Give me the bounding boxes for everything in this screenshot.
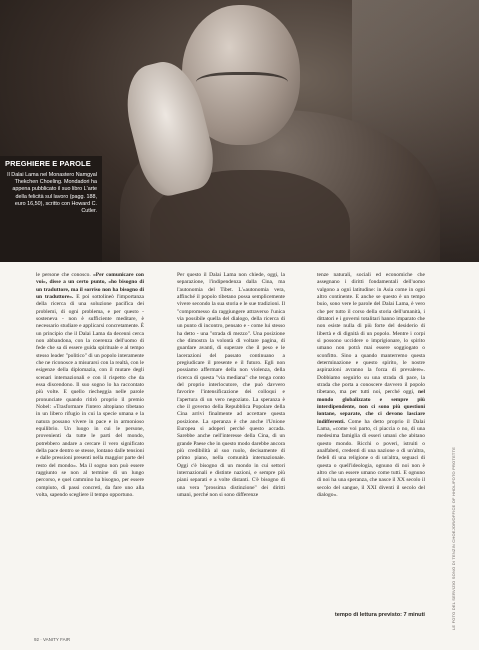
caption-title: PREGHIERE E PAROLE (5, 159, 91, 168)
caption-text: Il Dalai Lama nel Monastero Namgyal Thekchen Choeling. Mondadori ha appena pubblicato il suo libro L'arte della felicità sul lavoro (pagg. 188, euro 16,50), scritto con Howard C. Cutler. (7, 172, 97, 215)
column-1-body: E poi sottolineò l'importanza della ricerca di una soluzione pacifica dei problemi, di ogni problema, e per questo - sosteneva - non è sufficiente meditare, è necessario studiare e applicarsi concretamente. È un principio che il Dalai Lama da decenni cerca non abbandona, con la coerenza dell'uomo di fede che sa di essere guida spirituale e al tempo stesso leader "politico" di un popolo interamente che ne riconosce a misurarsi con la realtà, con le esigenze della diplomazia, con il mutare degli scenari internazionali e con il rispetto che da essa discendono. Il suo sogno lo ha raccontato più volte. E quello riecheggia nelle parole pronunciate quando ritirò proprio il premio Nobel: «Trasformare l'intero altopiano tibetano in un libero rifugio in cui la specie umana e la natura possano vivere in pace e in armonioso equilibrio. Un luogo in cui le persone, provenienti da tutte le parti del mondo, potrebbero andare a cercare il vero significato della pace dentro se stesse, lontano dalle tensioni e dalle pressioni presenti nella maggior parte del resto del mondo». Ma il sogno non può essere raggiunto se non al termine di un lungo percorso, e quel cammino ha bisogno, per essere compiuto, di passi concreti, da fare uno alla volta, sapendo scegliere il tempo opportuno. (36, 293, 144, 498)
column-3-body: Come ha detto proprio il Dalai Lama, «come voi parto, ci piaccia o no, di una medesima famiglia di esseri umani che abitano questo mondo. Ricchi o poveri, istruiti o analfabeti, credenti di una nazione o di un'altra, fedeli di una religione o di un'altra, seguaci di questa o quell'ideologia, ognuno di noi non è altro che un essere umano come tutti. E ognuno di noi ha una speranza, che nasce il XX secolo il secolo del sangue, il XXI diventi il secolo del dialogo». (317, 418, 425, 498)
column-1-pull-quote: «Per comunicare con voi», disse a un certo punto, «ho bisogno di un traduttore, ma il sorriso non ha bisogno di un traduttore». (36, 272, 144, 300)
reading-time: tempo di lettura previsto: 7 minuti (334, 612, 425, 618)
article-column-1 (36, 272, 144, 584)
column-2-body: Per questo il Dalai Lama non chiede, oggi, la separazione, l'indipendenza dalla Cina, ma l'autonomia del Tibet. L'«autonomia vera, affinché il popolo tibetano possa semplicemente vivere secondo la sua storia e le sue tradizioni. Il "compromesso da raggiungere attraverso l'unica via possibile quella del dialogo, della ricerca di un punto di incontro, pensato e - come lui stesso ha detto - una "strada di mezzo". Una posizione che dimostra la volontà di voltare pagina, di guardare avanti, di superare che il peso e le lacerazioni del passato continuano a pregiudicare il presente e il futuro. Egli non possiamo affermare della non violenza, della ricerca di questa "via mediana" che tenga conto del proprio interlocutore, che può davvero favorire l'intensificazione dei colloqui e l'apertura di un vero negoziato. La speranza è che il governo della Repubblica Popolare della Cina arrivi finalmente ad accettare questa posizione. La speranza è che anche l'Unione Europea si adoperi perché questo accada. Sarebbe anche nell'interesse della Cina, di un grande Paese che in questo modo darebbe ancora più credibilità al suo ruolo, decisamente di primo piano, nella comunità internazionale. Oggi c'è bisogno di un mondo in cui settori internazionali e distinte nazioni, e sempre più piani separati e a volte distanti. C'è bisogno di una vera "prossima distinzione" dei diritti umani, perché non si sono differenze (177, 272, 285, 498)
article-column-3 (317, 272, 425, 584)
column-3-lead: tenze naturali, sociali ed economiche che assegnano i diritti fondamentali dell'uomo valgono a ogni latitudine: in Asia come in ogni altro continente. E anche se questo è un tempo buio, sono vere le parole del Dalai Lama, è vero che per tutto il corso della storia dell'umanità, i dittatori e i governi totalitari hanno imparato che non esiste nulla di più forte del desiderio di libertà e di dignità di un popolo. Mentre i corpi si possono uccidere o imprigionare, lo spirito umano non potrà mai essere soggiogato o sconfitto. Sino a quando manterremo questa determinazione e questo spirito, le nostre aspirazioni avranno la forza di prevalere». Dobbiamo seguirlo su una strada di pace, la strada che porta a conoscere davvero il popolo tibetano, ma per tutti noi, perché oggi, (317, 272, 425, 396)
photo-glasses (196, 72, 288, 97)
photo-credit-vertical: LE FOTO DEL SERVIZIO SONO DI TENZIN CHOEJOR/OFFICE OF HHDL/FOTO PROTETTE (451, 446, 456, 630)
column-1-lead: le persone che conosco. (36, 272, 93, 278)
page-footer: 92 · VANITY FAIR (34, 637, 71, 642)
photo-caption-box (0, 156, 102, 262)
column-3-pull-quote: nel mondo globalizzato e sempre più interdipendente, non ci sono più questioni lontane, separate, che ci devono lasciare indifferenti. (317, 389, 425, 425)
article-column-2 (177, 272, 285, 584)
